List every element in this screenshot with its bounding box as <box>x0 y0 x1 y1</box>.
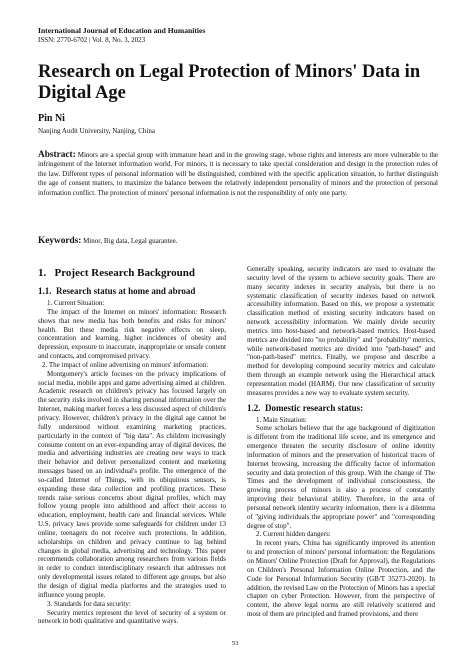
section-1-1-heading: 1.1. Research status at home and abroad <box>38 286 196 296</box>
paragraph: 1. Main Situation: <box>256 415 307 424</box>
paragraph: Some scholars believe that the age background of digitization is different from the traditional life scene, and its emergence and emergence threaten the security disclosure of online identity information of minors and the preservation of historical traces of Internet browsing, increasing the difficulty factor of information security and data protection of this group. With the change of The Times and the development of individual consciousness, the growing process of minors is also a process of constantly improving their behavioral ability. Therefore, in the area of personal network identity security information, there is a dilemma of "giving individuals the appropriate power" and "corresponding degree of stop". <box>247 424 435 530</box>
paragraph: In recent years, China has significantly improved its attention to and protection of minors' personal information: the Regulations on Minors' Online Protection (Draft for Approval), the Regulations on Children's Personal Information Online Protection, and the Code for Personal Information Security (GB/T 35273-2020). In addition, the revised Law on the Protection of Minors has a special chapter on cyber Protection. However, from the perspective of content, the above legal norms are still relatively scattered and most of them are principled and framed provisions, and there <box>247 539 435 619</box>
paragraph: Generally speaking, security indicators are used to evaluate the security level of the system to achieve security goals. There are many security indexes in security analysis, but there is no systematic classification of security indexes based on network accessibility information. Based on this, we propose a systematic classification method of existing security indicators based on network accessibility information. We mainly divide security metrics into host-based and network-based metrics. Host-based metrics are divided into "no probability" and "probability" metrics, while network-based metrics are divided into "path-based" and "non-path-based" metrics. Finally, we propose and describe a method for developing compound security metrics and calculate them through an example network using the Hierarchical attack representation model (HARM). Our new classification of security measures provides a new way to evaluate system security. <box>247 265 435 397</box>
paragraph: 1. Current Situation: <box>47 299 105 307</box>
author-affiliation: Nanjing Audit University, Nanjing, China <box>38 127 155 135</box>
section-1-2-heading: 1.2. Domestic research status: <box>247 402 364 413</box>
section-1-heading: 1. Project Research Background <box>38 267 196 279</box>
paragraph: 2. The impact of online advertising on minors' information: <box>42 360 209 369</box>
author-name: Pin Ni <box>38 113 65 124</box>
page-number: 53 <box>232 640 239 647</box>
abstract <box>38 151 438 198</box>
left-column <box>38 299 226 626</box>
abstract-label: Abstract: <box>38 150 76 160</box>
journal-name: International Journal of Education and Humanities <box>38 26 206 35</box>
keywords-label: Keywords: <box>38 236 82 246</box>
abstract-text: Minors are a special group with immature heart and in the growing stage, whose rights and interests are more vulnerable to the infringement of the Internet information world. For minors, it is necessary to take special consideration and design in the protection rules of the law. Different types of personal information will be distinguished, combined with the specific application situation, to further distinguish the age of consent matters, to maximize the balance between the relatively independent personality of minors and the protection of personal information conflict. The protection of minors' personal information is not the responsibility of only one party. <box>38 151 439 197</box>
keywords-text: Minor, Big data, Legal guarantee. <box>83 237 178 245</box>
issn-line: ISSN: 2770-6702 | Vol. 8, No. 3, 2023 <box>38 36 146 44</box>
paragraph: 2. Current hidden dangers: <box>256 530 331 539</box>
keywords <box>38 236 178 246</box>
paragraph: Security metrics represent the level of security of a system or network in both qualitative and quantitative ways. <box>38 608 226 626</box>
paragraph: 3. Standards for data security: <box>47 599 131 608</box>
paper-title: Research on Legal Protection of Minors' Data in Digital Age <box>38 62 421 103</box>
paragraph: Montgomery's article focuses on the privacy implications of social media, mobile apps and game advertising aimed at children. Academic research on children's privacy has focused largely on the security risks involved in sharing personal information over the Internet, making market forces a less discussed aspect of children's privacy. However, children's privacy in the digital age cannot be fully understood without examining marketing practices, particularly in the context of "big data". As children increasingly consume content on an ever-expanding array of digital devices, the media and advertising industries are creating new ways to track their behavior and deliver personalized content and marketing messages based on an individual's profile. The emergence of the so-called Internet of Things, with its ubiquitous sensors, is expanding these data collection and profiling practices. These trends raise serious concerns about digital profiles, which may follow young people into adulthood and affect their access to education, employment, health care and financial services. While U.S. privacy laws provide some safeguards for children under 13 online, teenagers do not receive such protections. In addition, scholarships on children and privacy continue to lag behind changes in global media, advertising and technology. This paper recommends collaboration among researchers from various fields in order to conduct interdisciplinary research that addresses not only developmental issues related to different age groups, but also the design of digital media platforms and the strategies used to influence young people. <box>38 369 226 599</box>
right-column <box>247 265 435 619</box>
paragraph: The impact of the Internet on minors' information: Research shows that new media has both benefits and risks for minors' health. But these media risk negative effects on sleep, concentration and learning, higher incidences of obesity and depression, exposure to inaccurate, inappropriate or unsafe content and contacts, and compromised privacy. <box>38 307 226 361</box>
